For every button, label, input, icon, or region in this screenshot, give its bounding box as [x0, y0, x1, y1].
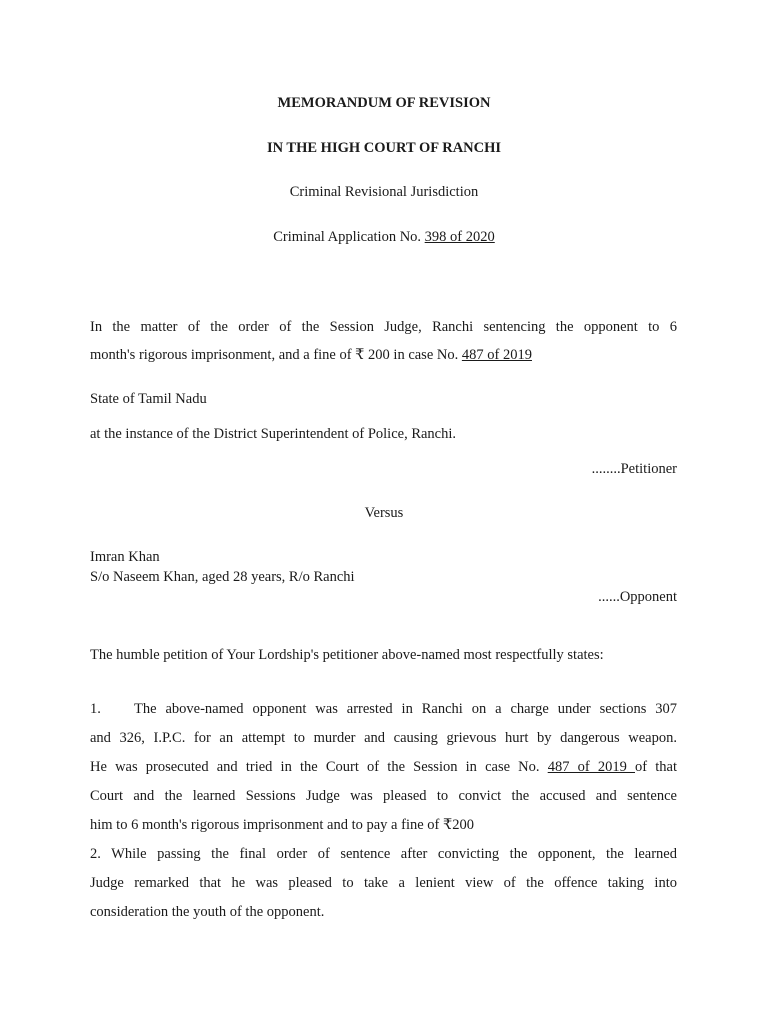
- matter-line-2-text: month's rigorous imprisonment, and a fine of ₹ 200 in case No.: [90, 347, 462, 363]
- para2-line-3: consideration the youth of the opponent.: [90, 904, 325, 920]
- para1-line-3-prefix: He was prosecuted and tried in the Court of the Session in case No.: [90, 759, 548, 775]
- para1-line-3: [90, 759, 677, 776]
- opponent-label: ......Opponent: [598, 589, 677, 605]
- para2-line-2: Judge remarked that he was pleased to take a lenient view of the offence taking into: [90, 875, 677, 891]
- court-name: IN THE HIGH COURT OF RANCHI: [266, 140, 502, 156]
- petitioner-label: ........Petitioner: [591, 461, 677, 477]
- opponent-details: S/o Naseem Khan, aged 28 years, R/o Ranchi: [90, 569, 355, 585]
- para1-line-2: and 326, I.P.C. for an attempt to murder and causing grievous hurt by dangerous weapon.: [90, 730, 677, 746]
- versus: Versus: [364, 505, 404, 521]
- para2-line-1: 2. While passing the final order of sentence after convicting the opponent, the learned: [90, 846, 677, 862]
- application-number: 398 of 2020: [424, 229, 495, 245]
- para1-line-1-text: The above-named opponent was arrested in Ranchi on a charge under sections 307: [134, 701, 677, 717]
- matter-line-2: [90, 347, 532, 364]
- para1-number: 1.: [90, 701, 101, 717]
- para1-line-3-suffix: of that: [635, 759, 677, 775]
- application-prefix: Criminal Application No.: [273, 229, 425, 245]
- matter-case-number: 487 of 2019: [461, 347, 532, 363]
- jurisdiction: Criminal Revisional Jurisdiction: [289, 184, 479, 200]
- para1-line-1: [90, 701, 677, 718]
- petitioner-instance: at the instance of the District Superintendent of Police, Ranchi.: [90, 426, 457, 442]
- para1-case-number: 487 of 2019: [547, 759, 635, 775]
- petitioner-name: State of Tamil Nadu: [90, 391, 207, 407]
- opponent-name: Imran Khan: [90, 549, 160, 565]
- document-title: MEMORANDUM OF REVISION: [277, 95, 491, 111]
- para1-line-4: Court and the learned Sessions Judge was pleased to convict the accused and sentence: [90, 788, 677, 804]
- matter-line-1: In the matter of the order of the Session Judge, Ranchi sentencing the opponent to 6: [90, 319, 677, 335]
- para1-line-5: him to 6 month's rigorous imprisonment and to pay a fine of ₹200: [90, 817, 474, 833]
- petition-intro: The humble petition of Your Lordship's petitioner above-named most respectfully states:: [90, 647, 604, 663]
- application-number-line: [0, 229, 768, 246]
